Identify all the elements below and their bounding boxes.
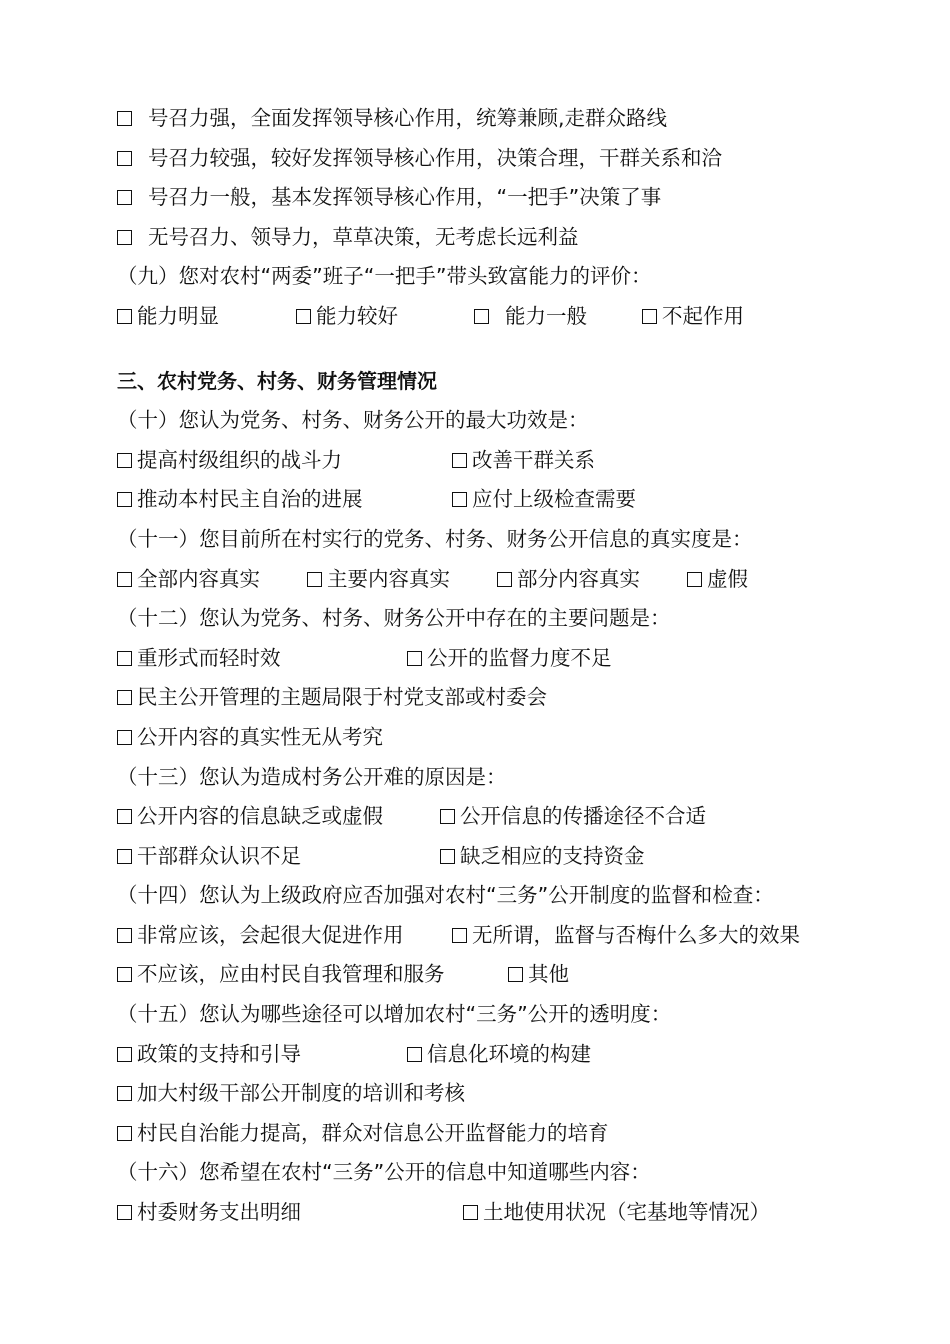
q9-option-2[interactable] bbox=[296, 301, 398, 331]
option-label: 应付上级检查需要 bbox=[472, 487, 636, 511]
checkbox[interactable] bbox=[407, 1047, 422, 1062]
q13-option-1[interactable] bbox=[117, 801, 383, 831]
option-label: 民主公开管理的主题局限于村党支部或村委会 bbox=[137, 685, 547, 709]
checkbox[interactable] bbox=[117, 651, 132, 666]
q10-question: （十）您认为党务、村务、财务公开的最大功效是： bbox=[117, 408, 589, 432]
option-label: 能力较好 bbox=[316, 304, 398, 328]
option-label: 缺乏相应的支持资金 bbox=[460, 844, 645, 868]
checkbox[interactable] bbox=[508, 967, 523, 982]
q11-option-2[interactable] bbox=[307, 564, 450, 594]
q16-option-2[interactable] bbox=[463, 1197, 770, 1227]
checkbox[interactable] bbox=[117, 809, 132, 824]
checkbox[interactable] bbox=[117, 572, 132, 587]
q11-option-3[interactable] bbox=[497, 564, 640, 594]
option-label: 号召力强，全面发挥领导核心作用，统筹兼顾,走群众路线 bbox=[148, 106, 668, 130]
option-label: 公开信息的传播途径不合适 bbox=[460, 804, 706, 828]
q14-options-row-2 bbox=[117, 959, 877, 989]
q13-options-row-2 bbox=[117, 841, 877, 871]
checkbox[interactable] bbox=[117, 111, 132, 126]
checkbox[interactable] bbox=[117, 190, 132, 205]
q16-question: （十六）您希望在农村“三务”公开的信息中知道哪些内容： bbox=[117, 1160, 651, 1184]
option-label: 土地使用状况（宅基地等情况） bbox=[483, 1200, 770, 1224]
q13-question: （十三）您认为造成村务公开难的原因是： bbox=[117, 765, 507, 789]
b1-option-3[interactable] bbox=[117, 182, 661, 212]
option-label: 公开内容的信息缺乏或虚假 bbox=[137, 804, 383, 828]
checkbox[interactable] bbox=[117, 151, 132, 166]
option-label: 公开的监督力度不足 bbox=[427, 646, 612, 670]
q13-option-2[interactable] bbox=[440, 801, 706, 831]
q11-option-1[interactable] bbox=[117, 564, 260, 594]
option-label: 非常应该，会起很大促进作用 bbox=[137, 923, 404, 947]
section-heading: 三、农村党务、村务、财务管理情况 bbox=[117, 369, 437, 393]
option-label: 提高村级组织的战斗力 bbox=[137, 448, 342, 472]
option-label: 能力一般 bbox=[505, 304, 587, 328]
checkbox[interactable] bbox=[452, 453, 467, 468]
q12-option-3[interactable] bbox=[117, 682, 547, 712]
option-label: 重形式而轻时效 bbox=[137, 646, 281, 670]
option-label: 不起作用 bbox=[662, 304, 744, 328]
q12-option-2[interactable] bbox=[407, 643, 612, 673]
checkbox[interactable] bbox=[642, 309, 657, 324]
q10-option-2[interactable] bbox=[452, 445, 595, 475]
q14-option-3[interactable] bbox=[117, 959, 445, 989]
checkbox[interactable] bbox=[452, 928, 467, 943]
q15-option-2[interactable] bbox=[407, 1039, 591, 1069]
b1-option-2[interactable] bbox=[117, 143, 722, 173]
checkbox[interactable] bbox=[117, 928, 132, 943]
checkbox[interactable] bbox=[117, 453, 132, 468]
b1-option-1[interactable] bbox=[117, 103, 667, 133]
option-label: 信息化环境的构建 bbox=[427, 1042, 591, 1066]
option-label: 干部群众认识不足 bbox=[137, 844, 301, 868]
option-label: 能力明显 bbox=[137, 304, 219, 328]
q15-option-1[interactable] bbox=[117, 1039, 301, 1069]
option-label: 号召力较强，较好发挥领导核心作用，决策合理，干群关系和洽 bbox=[148, 146, 722, 170]
checkbox[interactable] bbox=[452, 492, 467, 507]
q14-options-row-1 bbox=[117, 920, 877, 950]
checkbox[interactable] bbox=[463, 1205, 478, 1220]
b1-option-4[interactable] bbox=[117, 222, 579, 252]
q11-options bbox=[117, 564, 877, 594]
q13-option-4[interactable] bbox=[440, 841, 645, 871]
checkbox[interactable] bbox=[117, 1205, 132, 1220]
checkbox[interactable] bbox=[296, 309, 311, 324]
option-label: 村民自治能力提高，群众对信息公开监督能力的培育 bbox=[137, 1121, 609, 1145]
checkbox[interactable] bbox=[117, 492, 132, 507]
q10-option-1[interactable] bbox=[117, 445, 342, 475]
checkbox[interactable] bbox=[117, 730, 132, 745]
option-label: 号召力一般，基本发挥领导核心作用，“一把手”决策了事 bbox=[148, 185, 662, 209]
checkbox[interactable] bbox=[117, 690, 132, 705]
checkbox[interactable] bbox=[117, 1086, 132, 1101]
checkbox[interactable] bbox=[117, 309, 132, 324]
checkbox[interactable] bbox=[687, 572, 702, 587]
option-label: 推动本村民主自治的进展 bbox=[137, 487, 363, 511]
q16-option-1[interactable] bbox=[117, 1197, 301, 1227]
q12-question: （十二）您认为党务、村务、财务公开中存在的主要问题是： bbox=[117, 606, 671, 630]
checkbox[interactable] bbox=[117, 1126, 132, 1141]
q10-option-3[interactable] bbox=[117, 484, 363, 514]
option-label: 村委财务支出明细 bbox=[137, 1200, 301, 1224]
q11-question: （十一）您目前所在村实行的党务、村务、财务公开信息的真实度是： bbox=[117, 527, 753, 551]
checkbox[interactable] bbox=[117, 230, 132, 245]
option-label: 加大村级干部公开制度的培训和考核 bbox=[137, 1081, 465, 1105]
checkbox[interactable] bbox=[307, 572, 322, 587]
checkbox[interactable] bbox=[440, 849, 455, 864]
checkbox[interactable] bbox=[497, 572, 512, 587]
option-label: 不应该，应由村民自我管理和服务 bbox=[137, 962, 445, 986]
q12-options-row-1 bbox=[117, 643, 877, 673]
q10-options-row-1 bbox=[117, 445, 877, 475]
q14-option-1[interactable] bbox=[117, 920, 404, 950]
q9-option-4[interactable] bbox=[642, 301, 744, 331]
q16-options-row-1 bbox=[117, 1197, 877, 1227]
option-label: 全部内容真实 bbox=[137, 567, 260, 591]
q13-options-row-1 bbox=[117, 801, 877, 831]
q9-question: （九）您对农村“两委”班子“一把手”带头致富能力的评价： bbox=[117, 264, 652, 288]
option-label: 部分内容真实 bbox=[517, 567, 640, 591]
q15-option-3[interactable] bbox=[117, 1078, 465, 1108]
q15-options-row-1 bbox=[117, 1039, 877, 1069]
option-label: 主要内容真实 bbox=[327, 567, 450, 591]
q13-option-3[interactable] bbox=[117, 841, 301, 871]
option-label: 无号召力、领导力，草草决策，无考虑长远利益 bbox=[148, 225, 579, 249]
q10-option-4[interactable] bbox=[452, 484, 636, 514]
q12-option-1[interactable] bbox=[117, 643, 281, 673]
q14-option-2[interactable] bbox=[452, 920, 800, 950]
q14-question: （十四）您认为上级政府应否加强对农村“三务”公开制度的监督和检查： bbox=[117, 883, 774, 907]
option-label: 改善干群关系 bbox=[472, 448, 595, 472]
option-label: 其他 bbox=[528, 962, 569, 986]
checkbox[interactable] bbox=[117, 967, 132, 982]
q9-option-3[interactable] bbox=[474, 301, 587, 331]
q11-option-4[interactable] bbox=[687, 564, 748, 594]
option-label: 政策的支持和引导 bbox=[137, 1042, 301, 1066]
option-label: 公开内容的真实性无从考究 bbox=[137, 725, 383, 749]
checkbox[interactable] bbox=[117, 849, 132, 864]
checkbox[interactable] bbox=[117, 1047, 132, 1062]
q15-option-4[interactable] bbox=[117, 1118, 609, 1148]
q12-option-4[interactable] bbox=[117, 722, 383, 752]
checkbox[interactable] bbox=[440, 809, 455, 824]
q10-options-row-2 bbox=[117, 484, 877, 514]
checkbox[interactable] bbox=[474, 309, 489, 324]
q15-question: （十五）您认为哪些途径可以增加农村“三务”公开的透明度： bbox=[117, 1002, 672, 1026]
q9-option-1[interactable] bbox=[117, 301, 219, 331]
q9-options bbox=[117, 301, 877, 331]
option-label: 无所谓，监督与否梅什么多大的效果 bbox=[472, 923, 800, 947]
q14-option-4[interactable] bbox=[508, 959, 569, 989]
checkbox[interactable] bbox=[407, 651, 422, 666]
option-label: 虚假 bbox=[707, 567, 748, 591]
